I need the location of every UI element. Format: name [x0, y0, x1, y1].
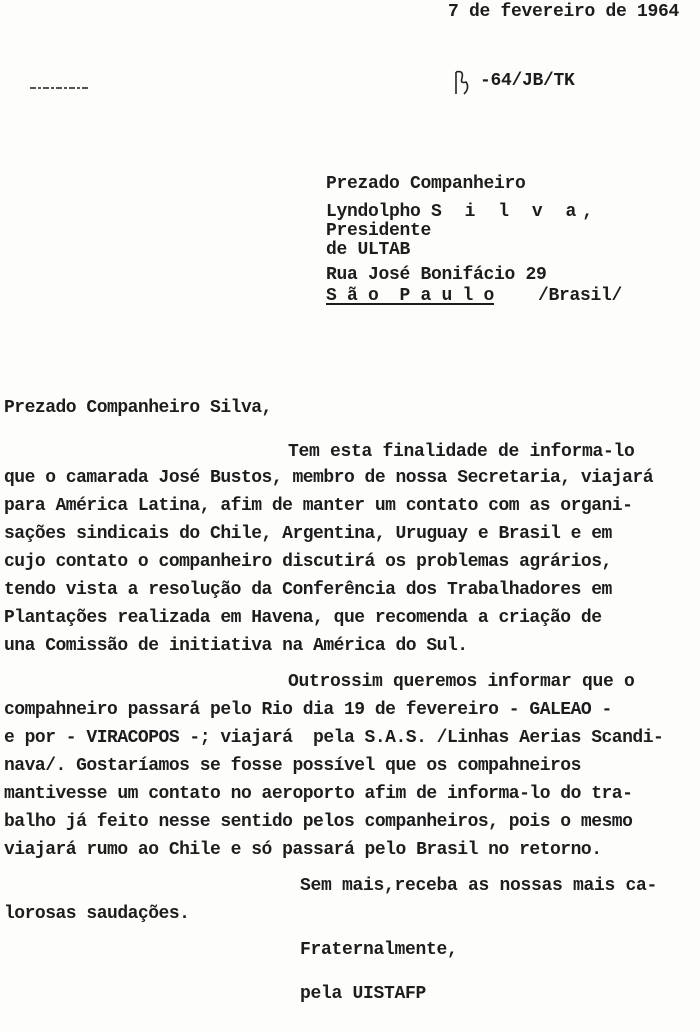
paragraph-1-line: una Comissão de initiativa na América do Sul. [4, 636, 468, 656]
address-salutation: Prezado Companheiro [326, 174, 526, 194]
recipient-org: de ULTAB [326, 240, 411, 260]
paragraph-1-line: Tem esta finalidade de informa-lo [288, 442, 635, 462]
paragraph-3-line: lorosas saudações. [4, 904, 190, 924]
recipient-country: /Brasil/ [538, 286, 623, 306]
recipient-first-name: Lyndolpho [326, 202, 421, 222]
paragraph-1-line: sações sindicais do Chile, Argentina, Uruguay e Brasil e em [4, 524, 612, 544]
letter-closing: Fraternalmente, [300, 940, 458, 960]
paragraph-2-line: nava/. Gostaríamos se fosse possível que os compahneiros [4, 756, 581, 776]
paragraph-1-line: tendo vista a resolução da Conferência dos Trabalhadores em [4, 580, 612, 600]
paragraph-2-line: viajará rumo ao Chile e só passará pelo Brasil no retorno. [4, 840, 602, 860]
paragraph-1-line: cujo contato o companheiro discutirá os problemas agrários, [4, 552, 612, 572]
recipient-street: Rua José Bonifácio 29 [326, 265, 547, 285]
paragraph-2-line: balho já feito nesse sentido pelos companheiros, pois o mesmo [4, 812, 633, 832]
recipient-name [326, 202, 599, 222]
recipient-city: S ã o P a u l o [326, 286, 495, 306]
paragraph-3-line: Sem mais,receba as nossas mais ca- [300, 876, 658, 896]
paragraph-1-line: Plantações realizada em Havena, que recomenda a criação de [4, 608, 602, 628]
paragraph-2-line: e por - VIRACOPOS -; viajará pela S.A.S. /Linhas Aerias Scandi- [4, 728, 664, 748]
recipient-last-name: S i l v a, [431, 202, 600, 222]
paragraph-1-line: que o camarada José Bustos, membro de nossa Secretaria, viajará [4, 468, 654, 488]
recipient-city-line [326, 286, 622, 306]
paragraph-1-line: para América Latina, afim de manter um contato com as organi- [4, 496, 633, 516]
paragraph-2-line: compahneiro passará pelo Rio dia 19 de fevereiro - GALEAO - [4, 700, 612, 720]
paragraph-2-line: mantivesse um contato no aeroporto afim de informa-lo do tra- [4, 784, 633, 804]
letter-signature: pela UISTAFP [300, 984, 427, 1004]
letter-date: 7 de fevereiro de 1964 [448, 2, 680, 22]
recipient-title: Presidente [326, 221, 432, 241]
paragraph-2-line: Outrossim queremos informar que o [288, 672, 635, 692]
ink-smudge [30, 86, 90, 90]
letter-greeting: Prezado Companheiro Silva, [4, 398, 272, 418]
reference-number: -64/JB/TK [480, 71, 575, 91]
handwritten-reference-mark-icon [452, 68, 474, 98]
